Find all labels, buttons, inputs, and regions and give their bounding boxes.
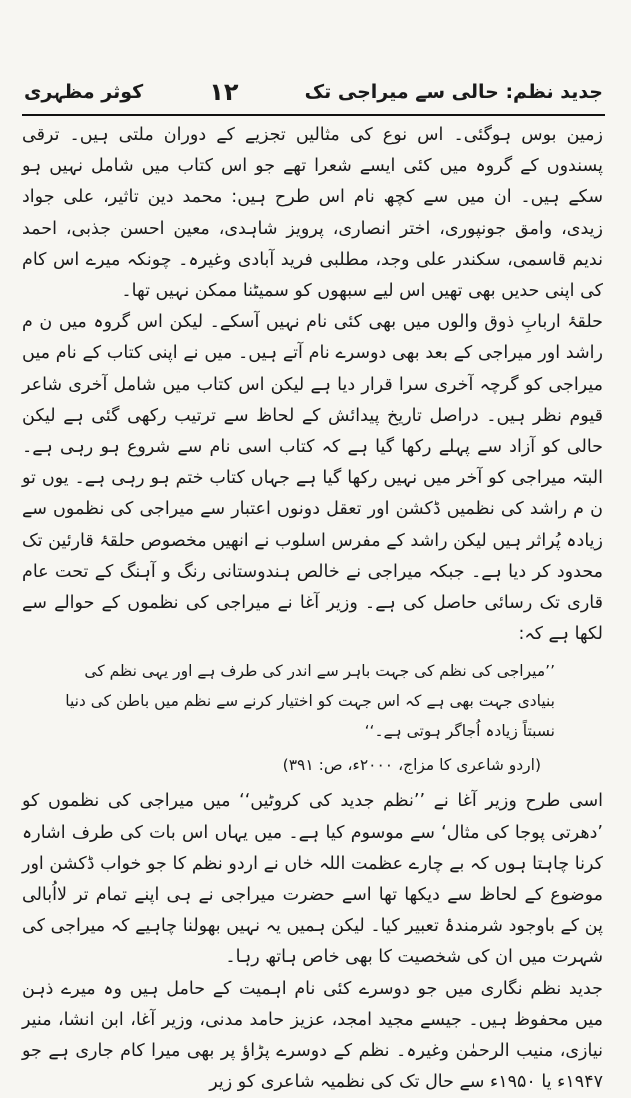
author-name: کوثر مظہری xyxy=(24,81,144,103)
header-rule xyxy=(22,114,605,116)
page-number: ۱۲ xyxy=(209,78,239,106)
body-text xyxy=(22,120,603,1098)
block-quote: ’’میراجی کی نظم کی جہت باہر سے اندر کی طرف ہے اور یہی نظم کی بنیادی جہت بھی ہے کہ اس جہت کو اختیار کرنے سے نظم میں باطن کی دنیا نسبتاً زیادہ اُجاگر ہوتی ہے۔‘‘ xyxy=(65,662,555,741)
chapter-title: جدید نظم: حالی سے میراجی تک xyxy=(304,81,603,103)
paragraph: جدید نظم نگاری میں جو دوسرے کئی نام اہمیت کے حامل ہیں وہ میرے ذہن میں محفوظ ہیں۔ جیسے مجید امجد، عزیز حامد مدنی، وزیر آغا، ابن انشا، منیر نیازی، منیب الرحمٰن وغیرہ۔ نظم کے دوسرے پڑاؤ پر بھی میرا کام جاری ہے جو ۱۹۴۷ء یا ۱۹۵۰ء سے حال تک کی نظمیہ شاعری کو زیر xyxy=(22,978,603,1093)
paragraph: زمین بوس ہوگئی۔ اس نوع کی مثالیں تجزیے کے دوران ملتی ہیں۔ ترقی پسندوں کے گروہ میں کئی ایسے شعرا تھے جو اس کتاب میں شامل نہیں ہو سکے ہیں۔ ان میں سے کچھ نام اس طرح ہیں: محمد دین تاثیر، علی جواد زیدی، وامق جونپوری، اختر انصاری، پرویز شاہدی، معین احسن جذبی، احمد ندیم قاسمی، سکندر علی وجد، مطلبی فرید آبادی وغیرہ۔ چونکہ میرے اس کام کی اپنی حدیں بھی تھیں اس لیے سبھوں کو سمیٹنا ممکن نہیں تھا۔ xyxy=(22,125,603,302)
paragraph: حلقۂ اربابِ ذوق والوں میں بھی کئی نام نہیں آسکے۔ لیکن اس گروہ میں ن م راشد اور میراجی کے بعد بھی دوسرے نام آتے ہیں۔ میں نے اپنی کتاب کے نام میں میراجی کو گرچہ آخری سرا قرار دیا ہے لیکن اس کتاب میں شامل آخری شاعر قیوم نظر ہیں۔ دراصل تاریخ پیدائش کے لحاظ سے ترتیب رکھی گئی ہے لیکن حالی کو آزاد سے پہلے رکھا گیا ہے کہ کتاب اسی نام سے شروع ہو رہی ہے۔ البتہ میراجی کو آخر میں نہیں رکھا گیا ہے جہاں کتاب ختم ہو رہی ہے۔ یوں تو ن م راشد کی نظمیں ڈکشن اور تعقل دونوں اعتبار سے میراجی کی نظموں سے زیادہ پُراثر ہیں لیکن راشد کے مفرس اسلوب نے انھیں مخصوص حلقۂ قارئین تک محدود کر دیا ہے۔ جبکہ میراجی نے خالص ہندوستانی رنگ و آہنگ کے تحت عام قاری تک رسائی حاصل کی ہے۔ وزیر آغا نے میراجی کی نظموں کے حوالے سے لکھا ہے کہ: xyxy=(22,312,603,645)
quote-citation: (اردو شاعری کا مزاج، ۲۰۰۰ء، ص: ۳۹۱) xyxy=(282,756,541,775)
paragraph: اسی طرح وزیر آغا نے ’’نظم جدید کی کروٹیں‘‘ میں میراجی کی نظموں کو ’دھرتی پوجا کی مثال‘ سے موسوم کیا ہے۔ میں یہاں اس بات کی طرف اشارہ کرنا چاہتا ہوں کہ بے چارے عظمت اللہ خاں نے اردو نظم کا جو خواب ڈکشن اور موضوع کے لحاظ سے دیکھا تھا اسے حضرت میراجی نے ہی اپنے تمام تر لااُبالی پن کے باوجود شرمندۂ تعبیر کیا۔ لیکن ہمیں یہ نہیں بھولنا چاہیے کہ میراجی کی شہرت میں ان کی شخصیت کا بھی خاص ہاتھ رہا۔ xyxy=(22,791,603,968)
running-header xyxy=(24,72,603,112)
